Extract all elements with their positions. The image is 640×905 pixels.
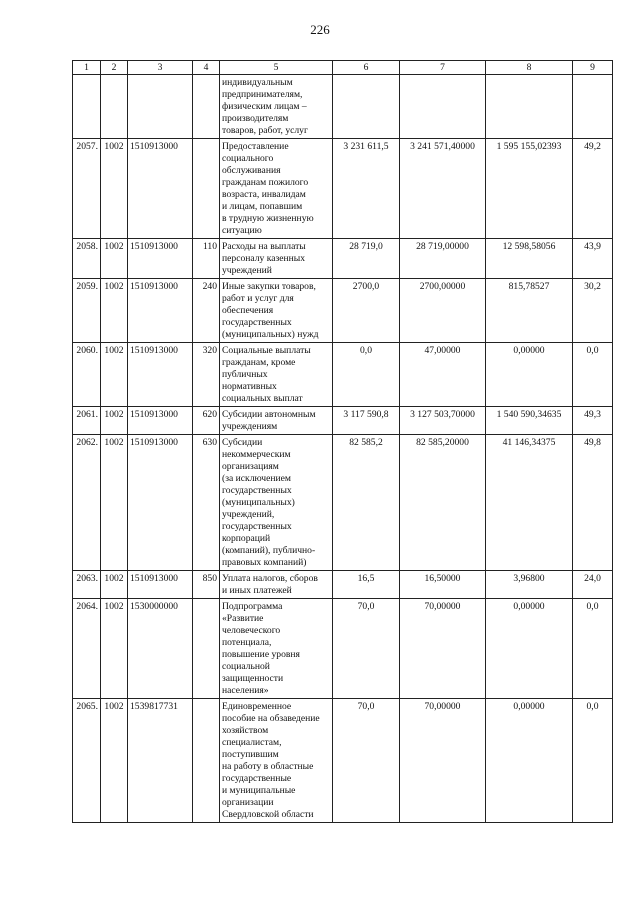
item-name-cell: Субсидии автономным учреждениям — [220, 407, 333, 435]
expense-type-cell — [193, 139, 220, 239]
table-row — [73, 279, 613, 343]
row-number-cell: 2065. — [73, 699, 101, 823]
execution-percent-cell: 49,3 — [573, 407, 613, 435]
approved-amount-cell: 28 719,0 — [333, 239, 400, 279]
execution-percent-cell: 30,2 — [573, 279, 613, 343]
expense-type-cell: 320 — [193, 343, 220, 407]
executed-amount-cell: 1 540 590,34635 — [486, 407, 573, 435]
item-name-cell: Уплата налогов, сборов и иных платежей — [220, 571, 333, 599]
table-row — [73, 407, 613, 435]
section-code-cell: 1002 — [101, 571, 128, 599]
approved-amount-cell: 70,0 — [333, 599, 400, 699]
target-article-cell: 1510913000 — [128, 239, 193, 279]
execution-percent-cell: 0,0 — [573, 343, 613, 407]
budget-schedule-cell: 28 719,00000 — [400, 239, 486, 279]
page-number: 226 — [310, 22, 330, 37]
executed-amount-cell: 0,00000 — [486, 343, 573, 407]
column-header-row — [73, 61, 613, 75]
budget-schedule-cell: 2700,00000 — [400, 279, 486, 343]
section-code-cell — [101, 75, 128, 139]
budget-schedule-cell: 47,00000 — [400, 343, 486, 407]
item-name-cell: Социальные выплаты гражданам, кроме публичных нормативных социальных выплат — [220, 343, 333, 407]
section-code-cell: 1002 — [101, 599, 128, 699]
executed-amount-cell: 0,00000 — [486, 599, 573, 699]
table-row — [73, 599, 613, 699]
executed-amount-cell: 815,78527 — [486, 279, 573, 343]
column-header: 2 — [101, 61, 128, 75]
item-name-cell: Единовременное пособие на обзаведение хозяйством специалистам, поступившим на работу в областные государственные и муниципальные организации Свердловской области — [220, 699, 333, 823]
row-number-cell: 2062. — [73, 435, 101, 571]
target-article-cell: 1510913000 — [128, 435, 193, 571]
column-header: 4 — [193, 61, 220, 75]
approved-amount-cell: 2700,0 — [333, 279, 400, 343]
target-article-cell — [128, 75, 193, 139]
approved-amount-cell — [333, 75, 400, 139]
target-article-cell: 1539817731 — [128, 699, 193, 823]
approved-amount-cell: 70,0 — [333, 699, 400, 823]
row-number-cell — [73, 75, 101, 139]
budget-schedule-cell: 16,50000 — [400, 571, 486, 599]
section-code-cell: 1002 — [101, 699, 128, 823]
execution-percent-cell: 49,2 — [573, 139, 613, 239]
row-number-cell: 2058. — [73, 239, 101, 279]
column-header: 6 — [333, 61, 400, 75]
expense-type-cell: 630 — [193, 435, 220, 571]
section-code-cell: 1002 — [101, 343, 128, 407]
expense-type-cell — [193, 599, 220, 699]
row-number-cell: 2057. — [73, 139, 101, 239]
target-article-cell: 1530000000 — [128, 599, 193, 699]
row-number-cell: 2064. — [73, 599, 101, 699]
expense-type-cell: 620 — [193, 407, 220, 435]
execution-percent-cell: 49,8 — [573, 435, 613, 571]
column-header: 7 — [400, 61, 486, 75]
table-row — [73, 239, 613, 279]
table-row — [73, 343, 613, 407]
table-row — [73, 139, 613, 239]
section-code-cell: 1002 — [101, 139, 128, 239]
budget-schedule-cell: 70,00000 — [400, 699, 486, 823]
section-code-cell: 1002 — [101, 407, 128, 435]
table-row — [73, 571, 613, 599]
executed-amount-cell: 1 595 155,02393 — [486, 139, 573, 239]
execution-percent-cell: 0,0 — [573, 599, 613, 699]
executed-amount-cell — [486, 75, 573, 139]
column-header: 5 — [220, 61, 333, 75]
executed-amount-cell: 41 146,34375 — [486, 435, 573, 571]
target-article-cell: 1510913000 — [128, 139, 193, 239]
table-row — [73, 699, 613, 823]
approved-amount-cell: 0,0 — [333, 343, 400, 407]
approved-amount-cell: 3 117 590,8 — [333, 407, 400, 435]
section-code-cell: 1002 — [101, 279, 128, 343]
expense-type-cell: 110 — [193, 239, 220, 279]
target-article-cell: 1510913000 — [128, 343, 193, 407]
expense-type-cell — [193, 75, 220, 139]
expense-type-cell — [193, 699, 220, 823]
expense-type-cell: 850 — [193, 571, 220, 599]
table-row — [73, 435, 613, 571]
item-name-cell: индивидуальным предпринимателям, физическим лицам – производителям товаров, работ, услуг — [220, 75, 333, 139]
approved-amount-cell: 16,5 — [333, 571, 400, 599]
item-name-cell: Подпрограмма «Развитие человеческого потенциала, повышение уровня социальной защищенности населения» — [220, 599, 333, 699]
budget-schedule-cell: 3 127 503,70000 — [400, 407, 486, 435]
budget-table — [72, 60, 613, 823]
row-number-cell: 2060. — [73, 343, 101, 407]
budget-schedule-cell — [400, 75, 486, 139]
executed-amount-cell: 3,96800 — [486, 571, 573, 599]
row-number-cell: 2063. — [73, 571, 101, 599]
execution-percent-cell: 43,9 — [573, 239, 613, 279]
budget-schedule-cell: 70,00000 — [400, 599, 486, 699]
column-header: 8 — [486, 61, 573, 75]
execution-percent-cell: 24,0 — [573, 571, 613, 599]
section-code-cell: 1002 — [101, 239, 128, 279]
executed-amount-cell: 12 598,58056 — [486, 239, 573, 279]
target-article-cell: 1510913000 — [128, 279, 193, 343]
approved-amount-cell: 3 231 611,5 — [333, 139, 400, 239]
table-row — [73, 75, 613, 139]
budget-schedule-cell: 82 585,20000 — [400, 435, 486, 571]
column-header: 9 — [573, 61, 613, 75]
item-name-cell: Субсидии некоммерческим организациям (за исключением государственных (муниципальных) учреждений, государственных корпораций (компаний), публично- правовых компаний) — [220, 435, 333, 571]
item-name-cell: Расходы на выплаты персоналу казенных учреждений — [220, 239, 333, 279]
execution-percent-cell: 0,0 — [573, 699, 613, 823]
item-name-cell: Предоставление социального обслуживания гражданам пожилого возраста, инвалидам и лицам, попавшим в трудную жизненную ситуацию — [220, 139, 333, 239]
column-header: 1 — [73, 61, 101, 75]
column-header: 3 — [128, 61, 193, 75]
target-article-cell: 1510913000 — [128, 407, 193, 435]
executed-amount-cell: 0,00000 — [486, 699, 573, 823]
approved-amount-cell: 82 585,2 — [333, 435, 400, 571]
budget-schedule-cell: 3 241 571,40000 — [400, 139, 486, 239]
section-code-cell: 1002 — [101, 435, 128, 571]
row-number-cell: 2061. — [73, 407, 101, 435]
execution-percent-cell — [573, 75, 613, 139]
item-name-cell: Иные закупки товаров, работ и услуг для обеспечения государственных (муниципальных) нужд — [220, 279, 333, 343]
target-article-cell: 1510913000 — [128, 571, 193, 599]
expense-type-cell: 240 — [193, 279, 220, 343]
row-number-cell: 2059. — [73, 279, 101, 343]
